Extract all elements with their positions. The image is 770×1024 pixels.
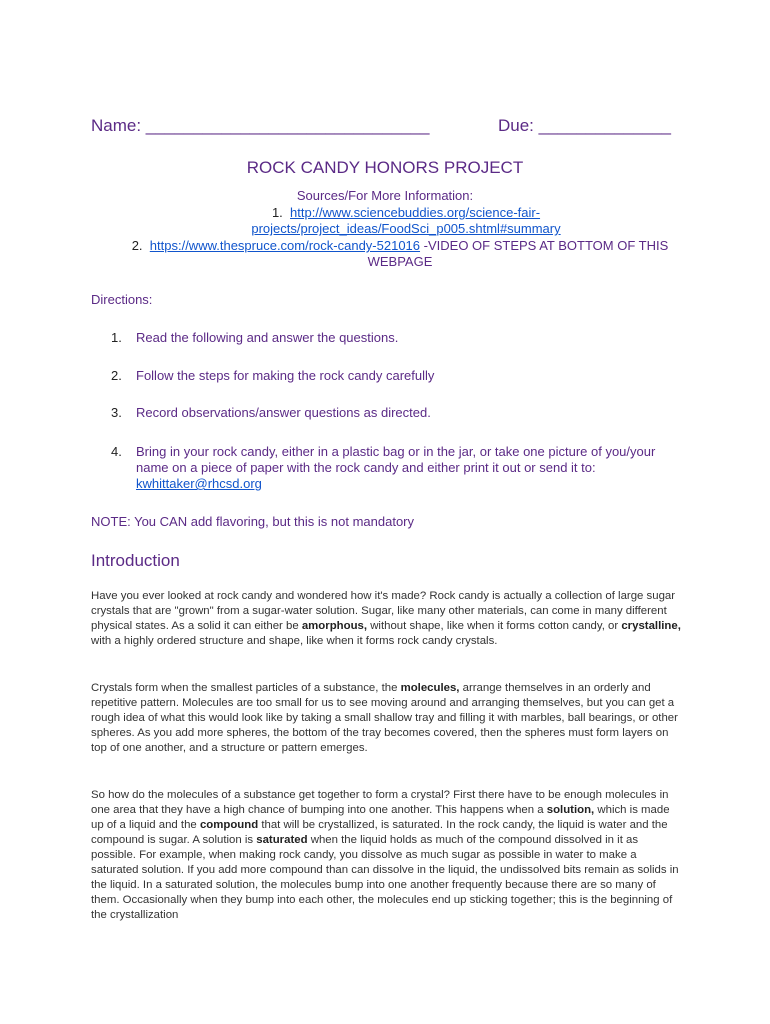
note-text: NOTE: You CAN add flavoring, but this is not mandatory <box>91 514 415 529</box>
page-title: ROCK CANDY HONORS PROJECT <box>246 158 524 177</box>
source-item-1 <box>236 205 576 237</box>
directions-label: Directions: <box>91 292 153 307</box>
text-run: arrange themselves in an orderly and repetitive pattern. Molecules are too small for us to see moving around and arranging themselves, but you can get a rough idea of what this would look like by taking a small shallow tray and filling it with marbles, ball bearings, or other spheres. As you add more spheres, the bottom of the tray becomes covered, then the spheres must form layers on top of one another, and a structure or pattern emerges. <box>91 682 678 754</box>
list-number: 2. <box>111 368 122 383</box>
bold-term: crystalline, <box>621 620 681 632</box>
bold-term: solution, <box>546 804 595 816</box>
name-field: Name: ______________________________ <box>91 116 430 135</box>
text-run: that will be crystallized, is saturated. In the rock candy, the liquid is water and the compound is sugar. A solution is <box>91 819 668 846</box>
header-row <box>91 116 681 136</box>
text-run: which is made up of a liquid and the <box>91 804 670 831</box>
source-suffix: -VIDEO OF STEPS AT BOTTOM OF THIS WEBPAGE <box>367 238 669 269</box>
text-run: Have you ever looked at rock candy and wondered how it's made? Rock candy is actually a collection of large sugar crystals that are "grown" from a sugar-water solution. Sugar, like many other materials, can come in many different physical states. As a solid it can either be <box>91 590 676 632</box>
list-text-body: Bring in your rock candy, either in a plastic bag or in the jar, or take one picture of you/your name on a piece of paper with the rock candy and either print it out or send it to: <box>136 444 656 475</box>
list-text: Read the following and answer the questions. <box>136 330 399 345</box>
list-number: 1. <box>111 330 122 345</box>
bold-term: saturated <box>256 834 308 846</box>
intro-paragraph-2 <box>91 681 683 756</box>
text-run: when the liquid holds as much of the compound dissolved in it as possible. For example, when making rock candy, you dissolve as much sugar as possible in water to make a saturated solution. If you add more compound than can dissolve in the liquid, the undissolved bits remain as solids in the liquid. In a saturated solution, the molecules bump into one another frequently because there are so many of them. Occasionally when they bump into each other, the molecules end up sticking together; this is the beginning of the crystallization <box>91 834 679 921</box>
text-run: with a highly ordered structure and shape, like when it forms rock candy crystals. <box>91 635 498 647</box>
source-link-sciencebuddies[interactable]: http://www.sciencebuddies.org/science-fair-projects/project_ideas/FoodSci_p005.shtml#summary <box>251 205 561 236</box>
source-number: 2. <box>131 238 143 253</box>
list-text: Record observations/answer questions as directed. <box>136 405 431 420</box>
list-text <box>136 444 671 492</box>
sources-heading: Sources/For More Information: <box>296 188 474 203</box>
intro-paragraph-1 <box>91 589 683 649</box>
source-item-2 <box>120 238 680 270</box>
list-text: Follow the steps for making the rock candy carefully <box>136 368 435 383</box>
text-run: So how do the molecules of a substance get together to form a crystal? First there have to be enough molecules in one area that they have a high chance of bumping into one another. This happens when a <box>91 789 669 816</box>
source-number: 1. <box>271 205 283 220</box>
due-field: Due: ______________ <box>498 116 671 135</box>
intro-paragraph-3 <box>91 788 683 923</box>
text-run: Crystals form when the smallest particles of a substance, the <box>91 682 401 694</box>
source-link-thespruce[interactable]: https://www.thespruce.com/rock-candy-521016 <box>149 238 421 253</box>
bold-term: compound <box>199 819 259 831</box>
bold-term: amorphous, <box>301 620 368 632</box>
email-link[interactable]: kwhittaker@rhcsd.org <box>136 476 262 491</box>
introduction-heading: Introduction <box>91 551 180 570</box>
list-number: 4. <box>111 444 122 459</box>
bold-term: molecules, <box>400 682 460 694</box>
text-run: without shape, like when it forms cotton candy, or <box>367 620 622 632</box>
list-number: 3. <box>111 405 122 420</box>
